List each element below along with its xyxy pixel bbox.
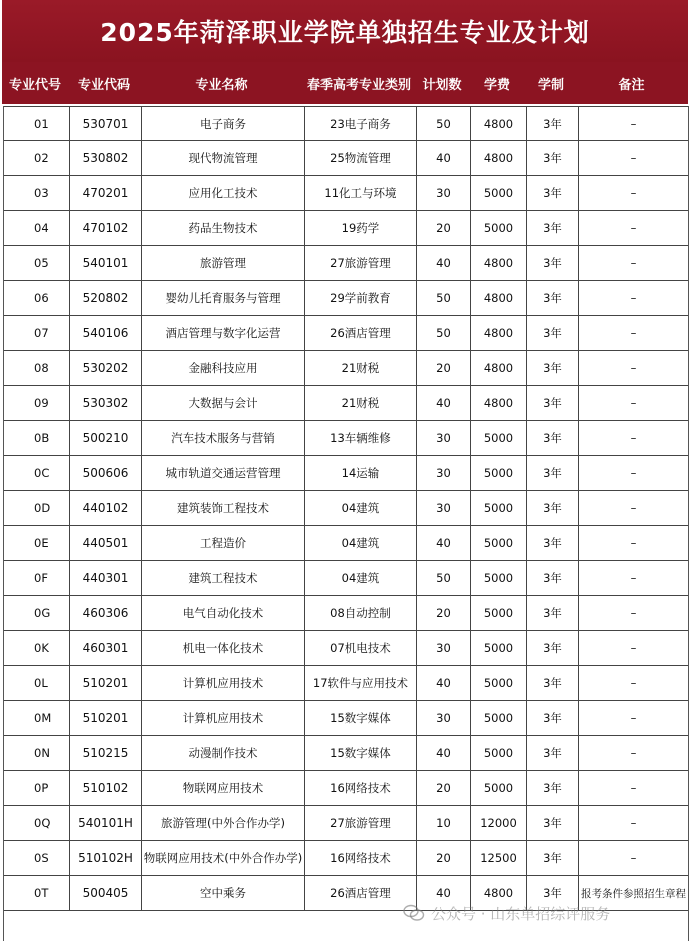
cell-major-name: 城市轨道交通运营管理 [142,456,305,490]
table-row [4,421,688,456]
cell-major-number: 04 [4,211,70,245]
cell-major-code: 460306 [70,596,142,630]
cell-major-number: 0T [4,876,70,910]
cell-duration: 3年 [527,561,579,595]
cell-tuition: 4800 [471,281,527,315]
cell-major-name: 物联网应用技术 [142,771,305,805]
cell-remarks: – [630,851,637,865]
cell-plan-count: 20 [417,841,471,875]
cell-exam-category: 14运输 [305,456,417,490]
cell-major-code: 510215 [70,736,142,770]
table-row [4,631,688,666]
cell-major-number: 0S [4,841,70,875]
cell-plan-count: 30 [417,631,471,665]
cell-plan-count: 20 [417,351,471,385]
table-row [4,561,688,596]
cell-tuition: 5000 [471,176,527,210]
cell-plan-count: 50 [417,316,471,350]
cell-exam-category: 19药学 [305,211,417,245]
cell-major-number: 0G [4,596,70,630]
cell-remarks: – [630,466,637,480]
cell-plan-count: 50 [417,281,471,315]
cell-remarks: – [630,676,637,690]
cell-exam-category: 27旅游管理 [305,246,417,280]
cell-plan-count: 50 [417,107,471,140]
cell-duration: 3年 [527,176,579,210]
cell-plan-count: 40 [417,246,471,280]
cell-plan-count: 10 [417,806,471,840]
cell-duration: 3年 [527,281,579,315]
cell-major-code: 540106 [70,316,142,350]
cell-plan-count: 20 [417,211,471,245]
cell-tuition: 5000 [471,526,527,560]
cell-tuition: 4800 [471,141,527,175]
cell-major-name: 婴幼儿托育服务与管理 [142,281,305,315]
cell-duration: 3年 [527,211,579,245]
cell-duration: 3年 [527,107,579,140]
header-remarks: 备注 [618,77,645,93]
cell-remarks: – [630,431,637,445]
cell-major-number: 0E [4,526,70,560]
cell-exam-category: 04建筑 [305,526,417,560]
cell-major-name: 建筑装饰工程技术 [142,491,305,525]
cell-major-name: 电子商务 [142,107,305,140]
table-body [3,106,689,941]
cell-plan-count: 40 [417,666,471,700]
cell-major-number: 09 [4,386,70,420]
cell-remarks: – [630,361,637,375]
table-row [4,701,688,736]
cell-exam-category: 15数字媒体 [305,736,417,770]
cell-major-code: 530302 [70,386,142,420]
cell-major-number: 08 [4,351,70,385]
cell-tuition: 5000 [471,421,527,455]
cell-major-number: 05 [4,246,70,280]
cell-tuition: 5000 [471,491,527,525]
cell-exam-category: 21财税 [305,351,417,385]
cell-duration: 3年 [527,701,579,735]
cell-major-name: 金融科技应用 [142,351,305,385]
cell-major-number: 07 [4,316,70,350]
cell-exam-category: 27旅游管理 [305,806,417,840]
cell-major-number: 0F [4,561,70,595]
cell-major-name: 工程造价 [142,526,305,560]
cell-major-name: 机电一体化技术 [142,631,305,665]
cell-duration: 3年 [527,246,579,280]
table-row [4,386,688,421]
cell-major-number: 0N [4,736,70,770]
cell-tuition: 4800 [471,107,527,140]
cell-major-number: 0D [4,491,70,525]
cell-tuition: 5000 [471,701,527,735]
cell-exam-category: 08自动控制 [305,596,417,630]
cell-remarks: – [630,536,637,550]
cell-exam-category: 16网络技术 [305,771,417,805]
cell-major-code: 500210 [70,421,142,455]
cell-major-name: 物联网应用技术(中外合作办学) [142,841,305,875]
cell-remarks: – [630,781,637,795]
cell-tuition: 5000 [471,631,527,665]
cell-exam-category: 29学前教育 [305,281,417,315]
cell-remarks: – [630,571,637,585]
cell-major-name: 计算机应用技术 [142,701,305,735]
cell-plan-count: 30 [417,491,471,525]
cell-plan-count: 20 [417,771,471,805]
cell-duration: 3年 [527,841,579,875]
cell-major-code: 500606 [70,456,142,490]
cell-major-code: 540101H [70,806,142,840]
table-row [4,246,688,281]
cell-exam-category: 26酒店管理 [305,316,417,350]
table-row [4,211,688,246]
cell-plan-count: 40 [417,526,471,560]
cell-remarks: – [630,606,637,620]
cell-plan-count: 30 [417,456,471,490]
watermark-text: 公众号 · 山东单招综评服务 [431,904,611,923]
cell-major-name: 计算机应用技术 [142,666,305,700]
cell-major-name: 药品生物技术 [142,211,305,245]
cell-duration: 3年 [527,736,579,770]
cell-major-name: 建筑工程技术 [142,561,305,595]
cell-remarks: – [630,291,637,305]
cell-plan-count: 40 [417,876,471,910]
cell-major-name: 动漫制作技术 [142,736,305,770]
table-row [4,876,688,911]
cell-exam-category: 04建筑 [305,561,417,595]
cell-tuition: 4800 [471,316,527,350]
cell-duration: 3年 [527,491,579,525]
header-major-code: 专业代码 [77,77,130,93]
cell-exam-category: 13车辆维修 [305,421,417,455]
cell-tuition: 5000 [471,736,527,770]
page-title: 2025年菏泽职业学院单独招生专业及计划 [100,18,590,47]
cell-remarks: – [630,326,637,340]
table-row [4,666,688,701]
title-bar [2,0,688,62]
cell-duration: 3年 [527,386,579,420]
cell-tuition: 5000 [471,211,527,245]
cell-exam-category: 07机电技术 [305,631,417,665]
cell-major-name: 电气自动化技术 [142,596,305,630]
cell-exam-category: 26酒店管理 [305,876,417,910]
cell-tuition: 5000 [471,596,527,630]
table-row [4,771,688,806]
cell-plan-count: 30 [417,701,471,735]
cell-major-name: 应用化工技术 [142,176,305,210]
cell-major-number: 02 [4,141,70,175]
header-tuition: 学费 [483,77,510,93]
cell-major-code: 530202 [70,351,142,385]
cell-tuition: 5000 [471,456,527,490]
cell-major-number: 0P [4,771,70,805]
cell-remarks: – [630,256,637,270]
cell-duration: 3年 [527,666,579,700]
cell-remarks: – [630,396,637,410]
table-row [4,526,688,561]
cell-major-number: 0K [4,631,70,665]
cell-tuition: 5000 [471,561,527,595]
table-row [4,806,688,841]
table-row [4,141,688,176]
table-row [4,351,688,386]
cell-tuition: 4800 [471,386,527,420]
header-plan-count: 计划数 [422,77,462,93]
cell-plan-count: 40 [417,141,471,175]
cell-major-name: 汽车技术服务与营销 [142,421,305,455]
cell-major-number: 01 [4,107,70,140]
table-row [4,106,688,141]
cell-exam-category: 25物流管理 [305,141,417,175]
cell-plan-count: 20 [417,596,471,630]
cell-remarks: – [630,116,637,131]
cell-duration: 3年 [527,526,579,560]
cell-remarks: – [630,816,637,830]
cell-plan-count: 50 [417,561,471,595]
cell-duration: 3年 [527,316,579,350]
cell-major-number: 0M [4,701,70,735]
cell-remarks: – [630,151,637,165]
cell-exam-category: 11化工与环境 [305,176,417,210]
cell-major-name: 大数据与会计 [142,386,305,420]
cell-major-code: 510201 [70,666,142,700]
table-row [4,316,688,351]
cell-remarks: – [630,221,637,235]
table-header [2,62,688,104]
cell-major-code: 440501 [70,526,142,560]
cell-tuition: 4800 [471,351,527,385]
cell-remarks: – [630,641,637,655]
cell-major-code: 470102 [70,211,142,245]
cell-duration: 3年 [527,141,579,175]
header-major-number: 专业代号 [8,77,61,93]
cell-major-code: 530802 [70,141,142,175]
cell-tuition: 12000 [471,806,527,840]
cell-major-code: 470201 [70,176,142,210]
cell-plan-count: 30 [417,176,471,210]
cell-major-code: 530701 [70,107,142,140]
cell-exam-category: 17软件与应用技术 [305,666,417,700]
cell-duration: 3年 [527,631,579,665]
cell-major-name: 酒店管理与数字化运营 [142,316,305,350]
cell-major-name: 空中乘务 [142,876,305,910]
table-row [4,456,688,491]
cell-duration: 3年 [527,876,579,910]
cell-exam-category: 15数字媒体 [305,701,417,735]
table-row [4,281,688,316]
cell-major-number: 06 [4,281,70,315]
cell-major-code: 460301 [70,631,142,665]
cell-remarks: 报考条件参照招生章程 [581,887,686,900]
cell-duration: 3年 [527,596,579,630]
cell-remarks: – [630,186,637,200]
cell-major-code: 500405 [70,876,142,910]
cell-major-code: 540101 [70,246,142,280]
cell-remarks: – [630,746,637,760]
cell-major-name: 现代物流管理 [142,141,305,175]
cell-major-code: 440301 [70,561,142,595]
cell-major-code: 510201 [70,701,142,735]
table-row [4,176,688,211]
cell-remarks: – [630,501,637,515]
cell-exam-category: 04建筑 [305,491,417,525]
cell-exam-category: 21财税 [305,386,417,420]
cell-exam-category: 16网络技术 [305,841,417,875]
header-duration: 学制 [537,77,564,93]
cell-plan-count: 30 [417,421,471,455]
cell-tuition: 5000 [471,771,527,805]
cell-duration: 3年 [527,351,579,385]
header-major-name: 专业名称 [195,77,248,93]
cell-major-number: 0C [4,456,70,490]
cell-duration: 3年 [527,456,579,490]
cell-major-number: 0L [4,666,70,700]
cell-plan-count: 40 [417,386,471,420]
cell-plan-count: 40 [417,736,471,770]
cell-tuition: 4800 [471,246,527,280]
cell-major-code: 510102H [70,841,142,875]
cell-tuition: 5000 [471,666,527,700]
cell-major-code: 520802 [70,281,142,315]
cell-duration: 3年 [527,806,579,840]
cell-duration: 3年 [527,421,579,455]
table-row [4,736,688,771]
cell-major-number: 0Q [4,806,70,840]
cell-exam-category: 23电子商务 [305,107,417,140]
cell-major-code: 510102 [70,771,142,805]
header-exam-category: 春季高考专业类别 [306,77,411,93]
cell-major-name: 旅游管理(中外合作办学) [142,806,305,840]
cell-remarks: – [630,711,637,725]
table-row [4,841,688,876]
cell-major-number: 03 [4,176,70,210]
cell-major-code: 440102 [70,491,142,525]
cell-major-name: 旅游管理 [142,246,305,280]
cell-tuition: 4800 [471,876,527,910]
cell-duration: 3年 [527,771,579,805]
table-row [4,596,688,631]
cell-major-number: 0B [4,421,70,455]
table-row [4,491,688,526]
cell-tuition: 12500 [471,841,527,875]
